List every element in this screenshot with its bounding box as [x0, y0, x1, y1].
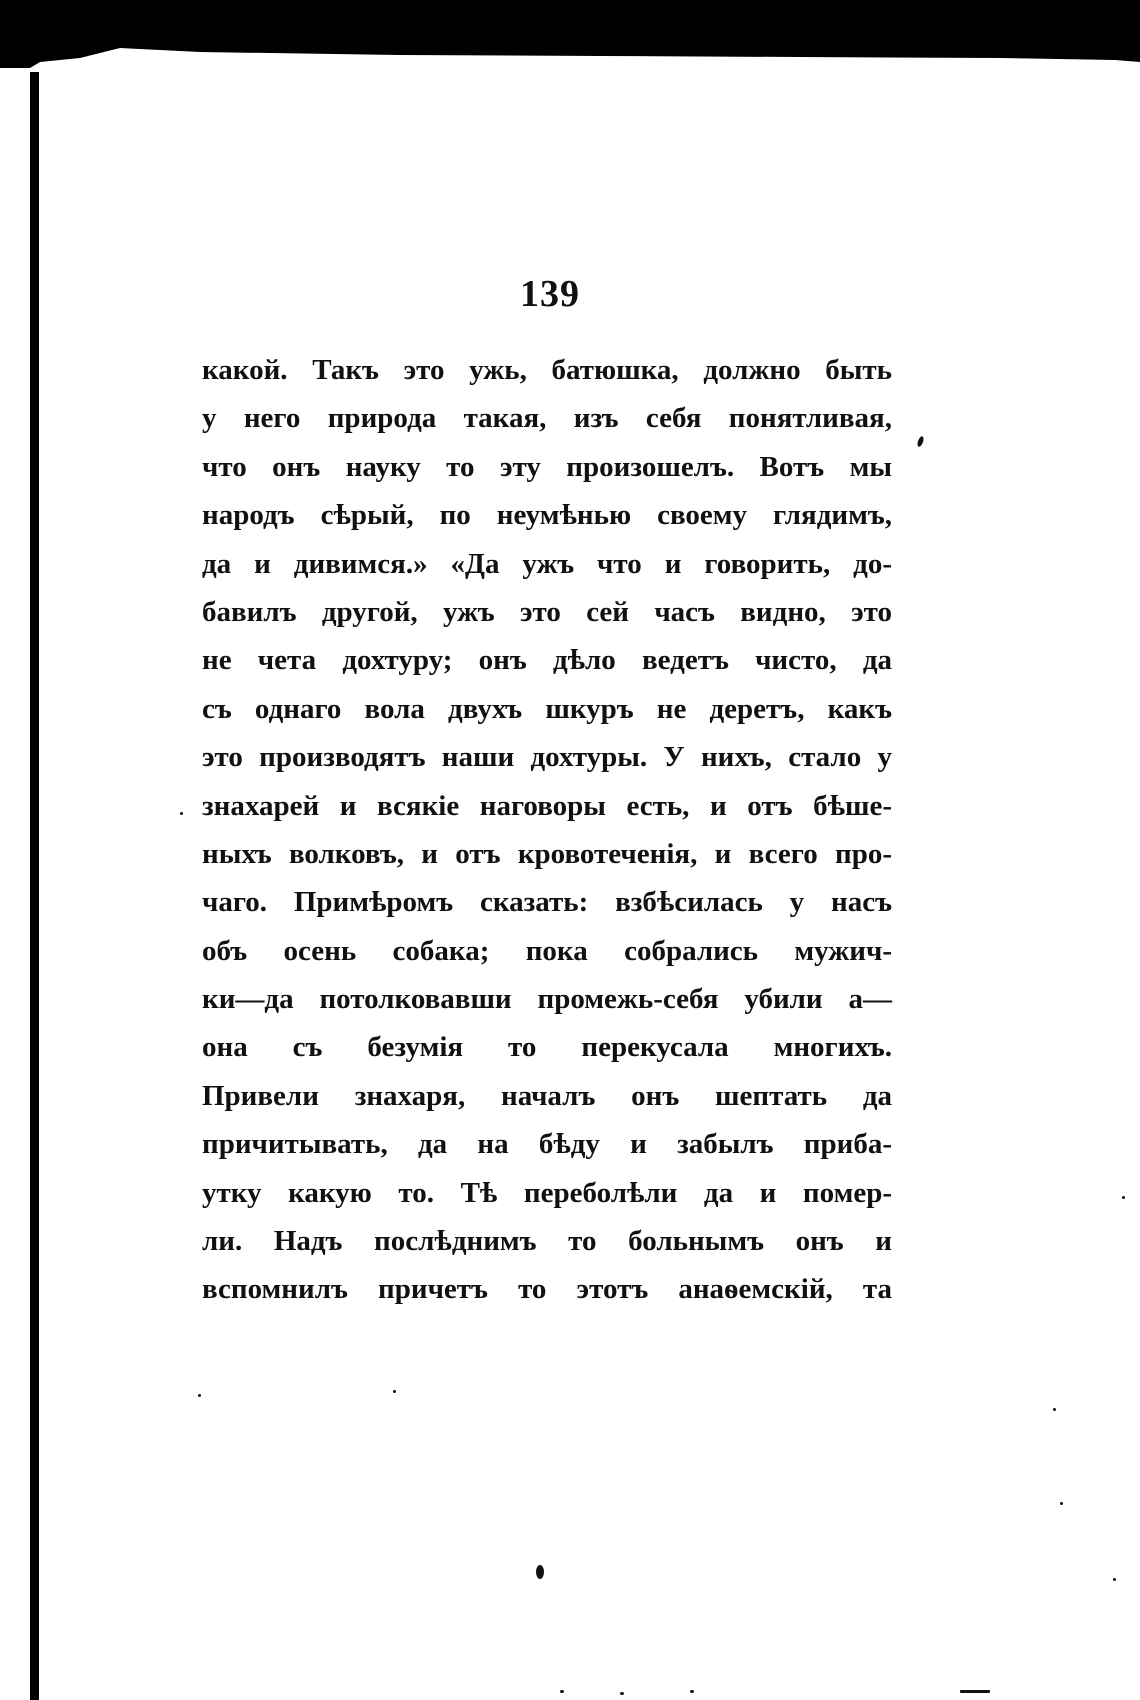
- ink-speck: [560, 1690, 564, 1693]
- ink-speck: [1113, 1578, 1116, 1581]
- text-line: какой. Такъ это ужь, батюшка, должно быть: [202, 354, 892, 386]
- text-line: съ однаго вола двухъ шкуръ не деретъ, какъ: [202, 692, 892, 725]
- text-line: причитывать, да на бѣду и забылъ приба-: [202, 1128, 892, 1161]
- text-line: у него природа такая, изъ себя понятливая,: [202, 402, 892, 435]
- text-line: она съ безумія то перекусала многихъ.: [202, 1031, 892, 1064]
- text-line: ки—да потолковавши промежь-себя убили а—: [202, 983, 892, 1016]
- text-line: бавилъ другой, ужъ это сей часъ видно, это: [202, 595, 892, 628]
- text-line: Привели знахаря, началъ онъ шептать да: [202, 1079, 892, 1112]
- page-number: 139: [520, 273, 580, 315]
- text-line: утку какую то. Тѣ переболѣли да и помер-: [202, 1176, 892, 1209]
- ink-speck: [198, 1394, 201, 1397]
- text-line: это производятъ наши дохтуры. У нихъ, стало у: [202, 741, 892, 774]
- ink-speck: [690, 1690, 694, 1693]
- ink-speck: [1122, 1196, 1125, 1199]
- text-line: что онъ науку то эту произошелъ. Вотъ мы: [202, 450, 892, 483]
- scan-dark-edge-left: [30, 72, 39, 1700]
- text-line: ли. Надъ послѣднимъ то больнымъ онъ и: [202, 1225, 892, 1258]
- text-line: да и дивимся.» «Да ужъ что и говорить, до-: [202, 547, 892, 580]
- text-line: вспомнилъ причетъ то этотъ анаѳемскій, та: [202, 1273, 892, 1306]
- text-line: ныхъ волковъ, и отъ кровотеченія, и всего про-: [202, 837, 892, 870]
- book-page: [39, 0, 1140, 1700]
- text-line: чаго. Примѣромъ сказать: взбѣсилась у насъ: [202, 886, 892, 919]
- ink-speck: [1053, 1408, 1056, 1411]
- ink-speck: [1060, 1502, 1063, 1505]
- page-text: [202, 346, 892, 1314]
- text-line: знахарей и всякіе наговоры есть, и отъ бѣше-: [202, 789, 892, 822]
- text-line: объ осень собака; пока собрались мужич-: [202, 934, 892, 967]
- ink-speck: [960, 1690, 990, 1693]
- ink-speck: [393, 1390, 396, 1393]
- ink-speck: [180, 812, 183, 815]
- text-line: не чета дохтуру; онъ дѣло ведетъ чисто, да: [202, 644, 892, 677]
- ink-speck: [536, 1565, 544, 1579]
- ink-speck: [620, 1692, 624, 1695]
- text-line: народъ сѣрый, по неумѣнью своему глядимъ,: [202, 499, 892, 532]
